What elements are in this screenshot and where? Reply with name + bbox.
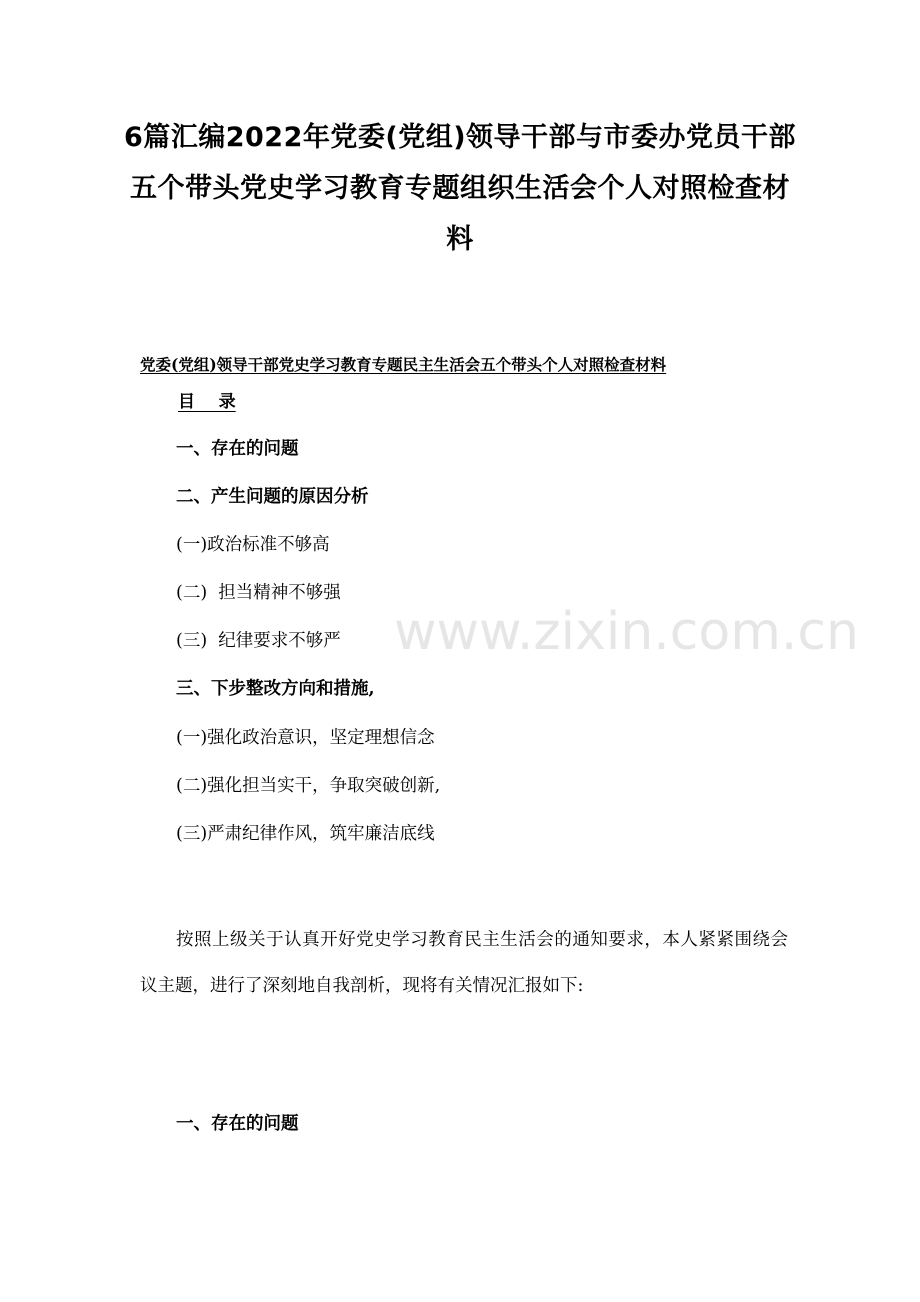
toc-item-3: 三、下步整改方向和措施, xyxy=(176,679,375,699)
toc-item-2-3: (三) 纪律要求不够严 xyxy=(176,631,341,651)
toc-item-3-3: (三)严肃纪律作风，筑牢廉洁底线 xyxy=(176,824,435,844)
document-title: 6篇汇编2022年党委(党组)领导干部与市委办党员干部五个带头党史学习教育专题组织生活会个人对照检查材料 xyxy=(123,122,797,255)
toc-item-1: 一、存在的问题 xyxy=(176,439,299,459)
section-heading: 党委(党组)领导干部党史学习教育专题民主生活会五个带头个人对照检查材料 xyxy=(140,355,667,374)
toc-item-2: 二、产生问题的原因分析 xyxy=(176,487,369,507)
toc-item-2-2: (二) 担当精神不够强 xyxy=(176,583,341,603)
watermark: www.zixin.com.cn xyxy=(394,602,859,662)
intro-paragraph: 按照上级关于认真开好党史学习教育民主生活会的通知要求，本人紧紧围绕会议主题，进行了深刻地自我剖析，现将有关情况汇报如下: xyxy=(140,930,788,996)
heading-existing-problems: 一、存在的问题 xyxy=(176,1114,299,1134)
toc-label: 目 录 xyxy=(178,392,236,412)
toc-item-3-1: (一)强化政治意识，坚定理想信念 xyxy=(176,728,435,748)
toc-item-3-2: (二)强化担当实干，争取突破创新, xyxy=(176,776,441,796)
toc-item-2-1: (一)政治标准不够高 xyxy=(176,535,330,555)
